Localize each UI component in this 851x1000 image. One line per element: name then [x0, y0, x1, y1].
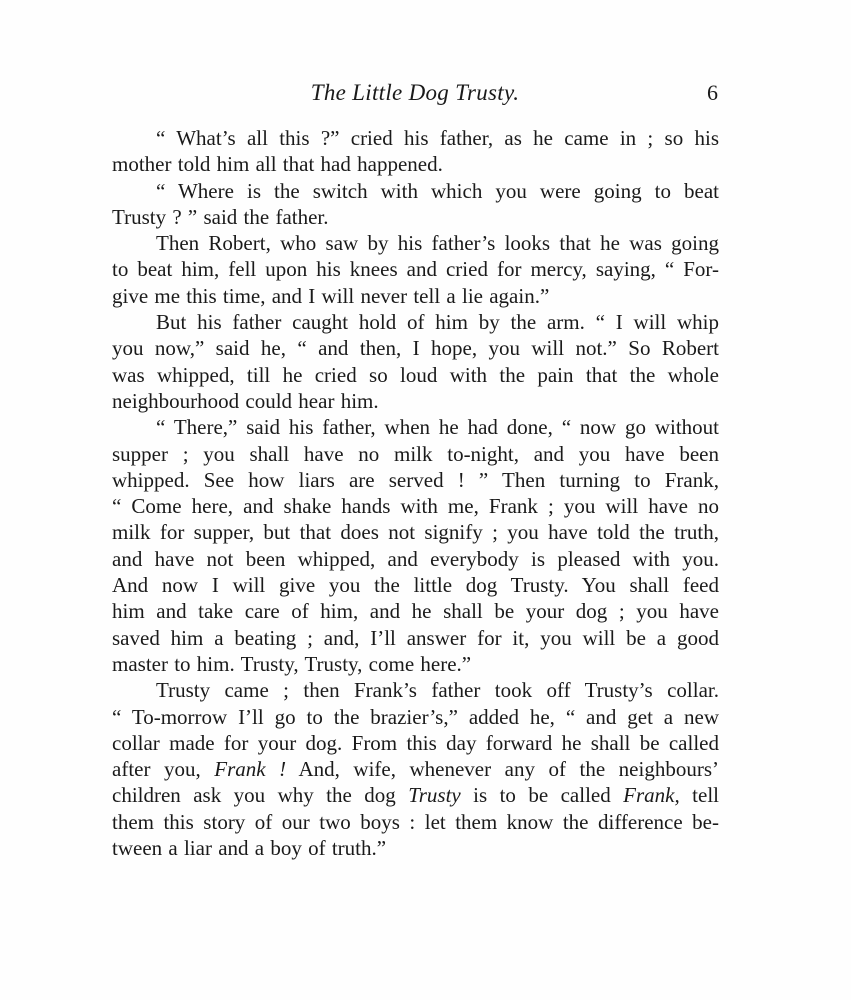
text-line	[112, 756, 719, 782]
running-title: The Little Dog Trusty.	[310, 80, 520, 105]
running-head	[112, 80, 718, 114]
italic-text: Frank !	[214, 757, 287, 782]
text-run: And, wife, whenever any of the neighbours’	[286, 757, 719, 782]
text-line: “ Come here, and shake hands with me, Frank ; you will have no	[112, 494, 719, 519]
text-line: “ There,” said his father, when he had done, “ now go without	[156, 415, 719, 440]
text-line: and have not been whipped, and everybody is pleased with you.	[112, 546, 719, 571]
text-run: after you,	[112, 757, 215, 782]
text-line	[112, 782, 719, 808]
text-line: him and take care of him, and he shall be your dog ; you have	[112, 599, 719, 624]
text-line: to beat him, fell upon his knees and cried for mercy, saying, “ For-	[112, 257, 719, 282]
text-run: children ask you why the dog	[112, 783, 409, 808]
text-line: tween a liar and a boy of truth.”	[112, 836, 387, 861]
page-number: 6	[707, 80, 718, 105]
text-line: And now I will give you the little dog Trusty. You shall feed	[112, 573, 719, 598]
text-line: mother told him all that had happened.	[112, 152, 443, 177]
text-line: “ What’s all this ?” cried his father, as he came in ; so his	[156, 126, 719, 150]
italic-text: Frank,	[623, 783, 680, 808]
text-line: give me this time, and I will never tell a lie again.”	[112, 283, 550, 308]
text-line: master to him. Trusty, Trusty, come here.”	[112, 651, 472, 676]
text-line: whipped. See how liars are served ! ” Then turning to Frank,	[112, 467, 719, 492]
text-line: Trusty came ; then Frank’s father took off Trusty’s collar.	[156, 678, 719, 703]
text-run: tell	[679, 783, 720, 808]
text-line: Trusty ? ” said the father.	[112, 204, 329, 229]
text-line: supper ; you shall have no milk to-night, and you have been	[112, 441, 719, 466]
text-line: “ Where is the switch with which you were going to beat	[156, 178, 719, 203]
text-line: Then Robert, who saw by his father’s looks that he was going	[156, 231, 719, 256]
text-line: neighbourhood could hear him.	[112, 388, 379, 413]
text-run: is to be called	[460, 783, 624, 808]
text-line: was whipped, till he cried so loud with the pain that the whole	[112, 362, 719, 387]
text-line: them this story of our two boys : let them know the difference be-	[112, 809, 719, 834]
body-text	[112, 125, 719, 861]
text-line: you now,” said he, “ and then, I hope, you will not.” So Robert	[112, 336, 719, 361]
text-line: saved him a beating ; and, I’ll answer for it, you will be a good	[112, 625, 719, 650]
italic-text: Trusty	[408, 783, 461, 808]
text-line: milk for supper, but that does not signify ; you have told the truth,	[112, 520, 719, 545]
text-line: But his father caught hold of him by the arm. “ I will whip	[156, 310, 719, 335]
text-line: collar made for your dog. From this day forward he shall be called	[112, 730, 719, 755]
text-line: “ To-morrow I’ll go to the brazier’s,” added he, “ and get a new	[112, 704, 719, 729]
